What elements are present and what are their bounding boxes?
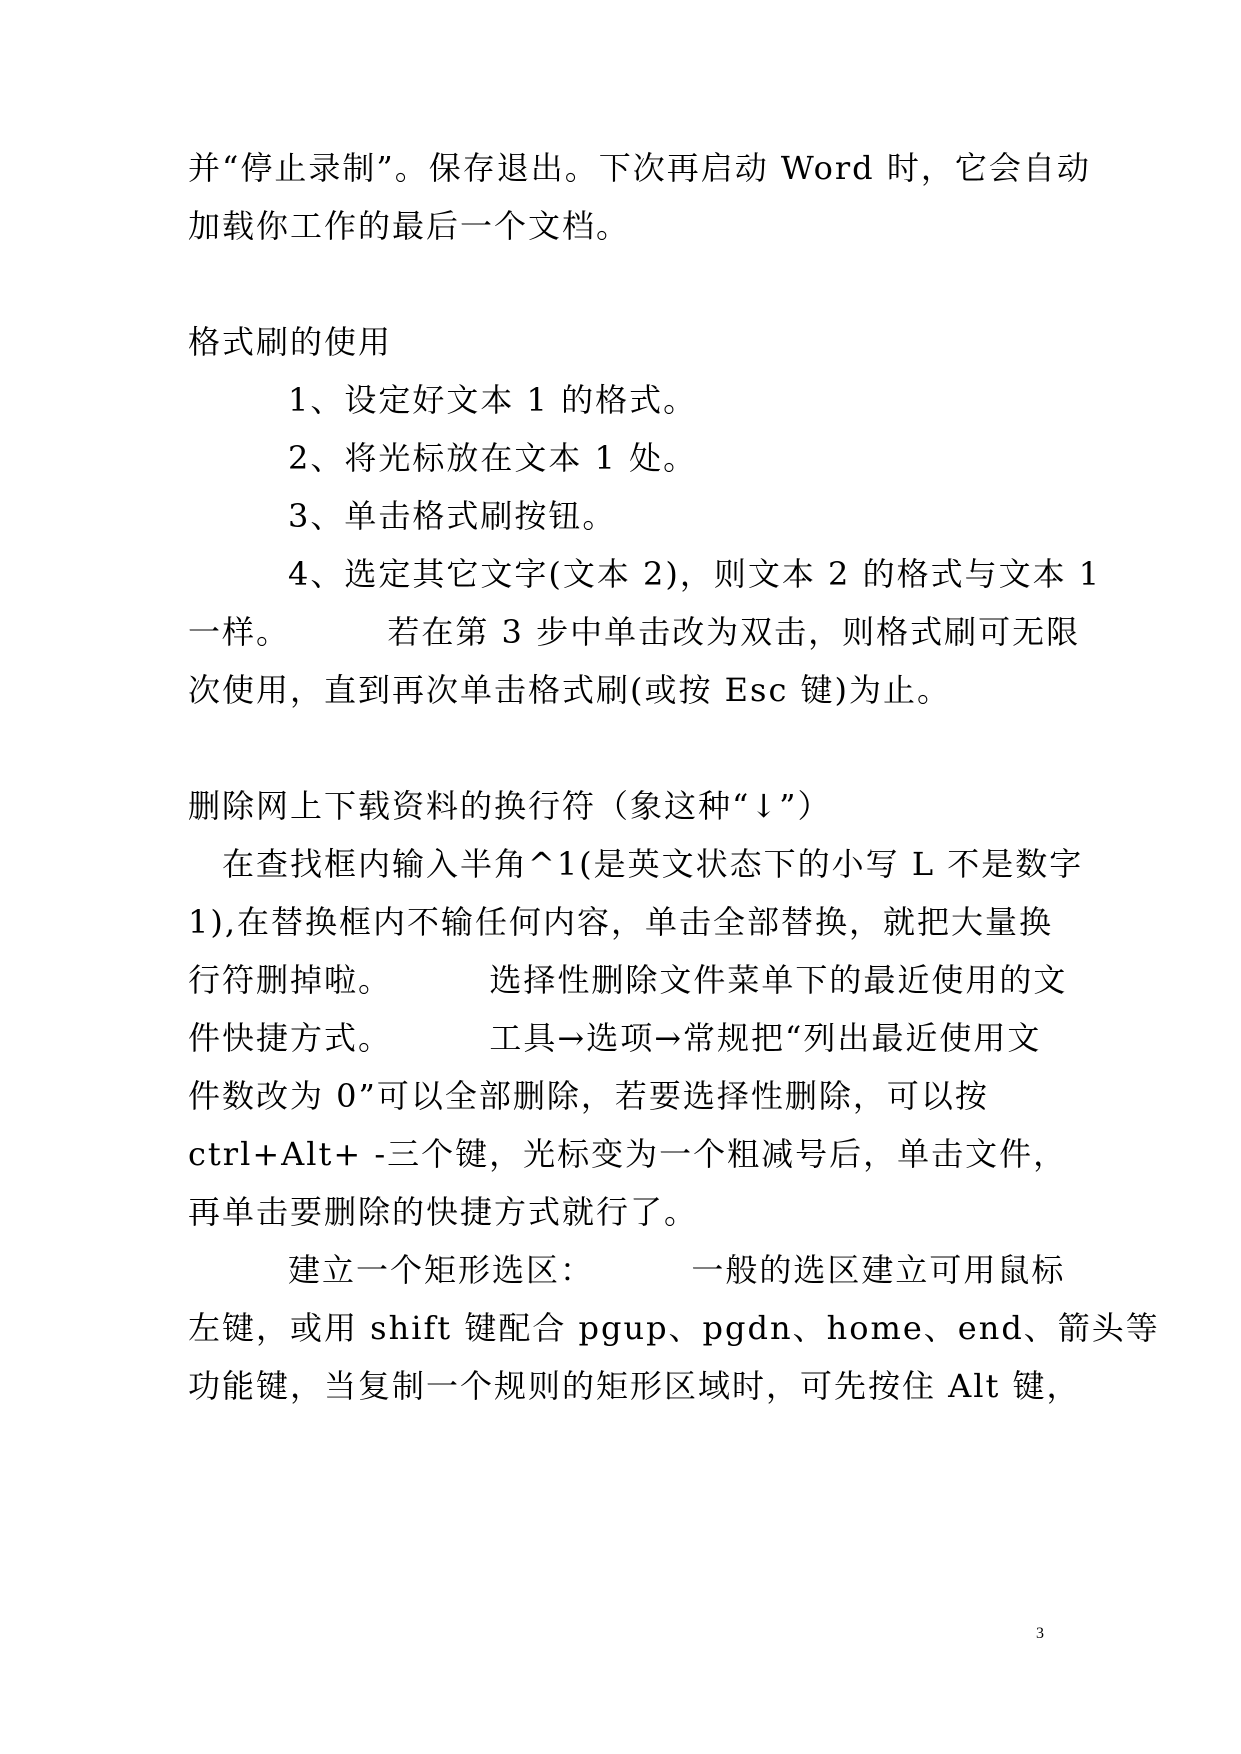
paragraph-line: 功能键，当复制一个规则的矩形区域时，可先按住 Alt 键， [188,1367,1081,1405]
list-item: 1、设定好文本 1 的格式。 [288,381,698,419]
list-item: 2、将光标放在文本 1 处。 [288,439,698,477]
paragraph-line: 1),在替换框内不输任何内容，单击全部替换，就把大量换 [188,903,1054,941]
page-number: 3 [1036,1625,1044,1642]
paragraph-line: 左键，或用 shift 键配合 pgup、pgdn、home、end、箭头等 [188,1309,1160,1347]
section-heading: 删除网上下载资料的换行符（象这种“↓”） [188,787,832,825]
paragraph-line: 在查找框内输入半角^1(是英文状态下的小写 L 不是数字 [222,845,1084,883]
list-item: 3、单击格式刷按钮。 [288,497,617,535]
paragraph-line: 再单击要删除的快捷方式就行了。 [188,1193,699,1231]
paragraph-line: 行符删掉啦。 选择性删除文件菜单下的最近使用的文 [188,961,1068,999]
paragraph-line: 件快捷方式。 工具→选项→常规把“列出最近使用文 [188,1019,1042,1057]
section-heading: 格式刷的使用 [188,323,393,361]
paragraph-line: 一样。 若在第 3 步中单击改为双击，则格式刷可无限 [188,613,1081,651]
paragraph-line: 加载你工作的最后一个文档。 [188,207,631,245]
paragraph-line: 并“停止录制”。保存退出。下次再启动 Word 时，它会自动 [188,149,1091,187]
paragraph-line: 件数改为 0”可以全部删除，若要选择性删除，可以按 [188,1077,989,1115]
paragraph-line: 次使用，直到再次单击格式刷(或按 Esc 键)为止。 [188,671,952,709]
list-item: 4、选定其它文字(文本 2)，则文本 2 的格式与文本 1 [288,555,1102,593]
paragraph-line: 建立一个矩形选区： 一般的选区建立可用鼠标 [288,1251,1066,1289]
paragraph-line: ctrl+Alt+ -三个键，光标变为一个粗减号后，单击文件， [188,1135,1068,1173]
